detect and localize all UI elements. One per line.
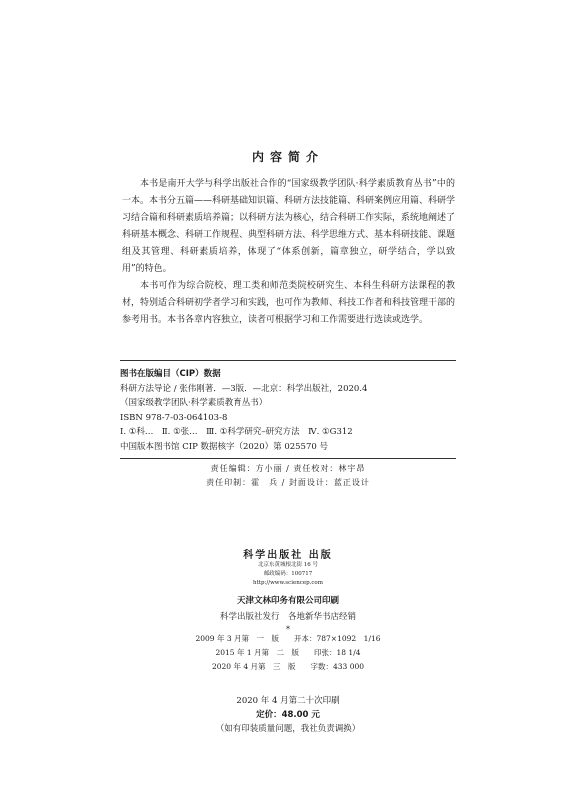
printing-line: 2020 年 4 月第二十次印刷 (236, 696, 340, 706)
abstract (122, 176, 455, 329)
edition-date: 2015 年 1 月第 二 版 (215, 648, 299, 657)
abstract-paragraph: 本书是南开大学与科学出版社合作的“国家级教学团队·科学素质教育丛书”中的一本。本书分五篇——科研基础知识篇、科研方法技能篇、科研案例应用篇、科研学习结合篇和科研素质培养篇；以科研方法为核心，结合科研工作实际，系统地阐述了科研基本概念、科研工作规程、典型科研方法、科学思维方式、基本科研技能、课题组及其管理、科研素质培养，体现了“体系创新，篇章独立，研学结合，学以致用”的特色。 (122, 179, 456, 274)
cip-line: （国家级教学团队·科学素质教育丛书） (120, 398, 268, 408)
cip-line: 中国版本图书馆 CIP 数据核字（2020）第 025570 号 (120, 441, 328, 452)
price-block (0, 694, 576, 736)
publisher-block (0, 546, 576, 636)
cip-line: ISBN 978-7-03-064103-8 (120, 412, 228, 423)
edition-row (0, 660, 576, 674)
edition-date: 2020 年 4 月第 三 版 (211, 662, 296, 671)
editor-line: 责任印制：霍 兵 / 封面设计：蓝正设计 (206, 478, 370, 487)
edition-row (0, 632, 576, 646)
cip-line: Ⅰ. ①科… Ⅱ. ①张… Ⅲ. ①科学研究–研究方法 Ⅳ. ①G312 (120, 427, 353, 437)
edition-spec: 印张：18 1/4 (314, 648, 361, 657)
distribution-line: 科学出版社发行 各地新华书店经销 (219, 612, 356, 622)
edition-spec: 字数：433 000 (310, 662, 365, 671)
publisher-name: 科学出版社 出版 (243, 550, 333, 561)
abstract-paragraph: 本书可作为综合院校、理工类和师范类院校研究生、本科生科研方法课程的教材，特别适合科研初学者学习和实践，也可作为教师、科技工作者和科技管理干部的参考用书。本书各章内容独立，读者可根据学习和工作需要进行选读或选学。 (122, 281, 456, 325)
edition-spec: 开本：787×1092 1/16 (293, 634, 381, 643)
page-title: 内容简介 (251, 150, 324, 164)
publisher-address: 北京东黄城根北街 16 号 (258, 562, 318, 568)
editor-credits (0, 462, 576, 490)
publisher-postcode: 邮政编码：100717 (263, 571, 313, 577)
price: 定价：48.00 元 (256, 710, 320, 720)
cip-block (120, 360, 456, 459)
publisher-website: http://www.sciencep.com (253, 580, 323, 586)
cip-line: 科研方法导论 / 张伟刚著．—3版．—北京：科学出版社，2020.4 (120, 383, 368, 394)
cip-title: 图书在版编目（CIP）数据 (120, 369, 221, 379)
edition-table (0, 632, 576, 674)
printer-name: 天津文林印务有限公司印刷 (236, 596, 339, 606)
editor-line: 责任编辑：方小丽 / 责任校对：林宇昂 (210, 464, 366, 473)
quality-notice: （如有印装质量问题，我社负责调换） (215, 724, 361, 734)
separator-star: * (286, 625, 290, 634)
edition-date: 2009 年 3 月第 一 版 (195, 634, 279, 643)
edition-row (0, 646, 576, 660)
